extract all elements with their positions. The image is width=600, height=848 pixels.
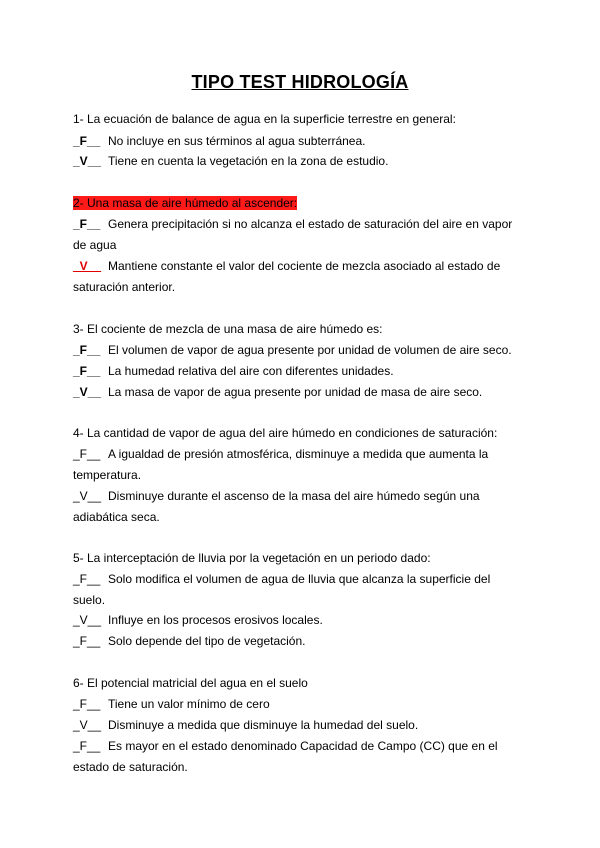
answer-row [73, 634, 306, 648]
question-5: 5- La interceptación de lluvia por la vegetación en un periodo dado: [73, 551, 431, 565]
answer-mark: _F__ [73, 217, 101, 231]
answer-mark: _F__ [73, 134, 101, 148]
answer-row [73, 134, 365, 148]
answer-text: Genera precipitación si no alcanza el estado de saturación del aire en vapor [108, 217, 513, 231]
answer-text: La masa de vapor de agua presente por unidad de masa de aire seco. [108, 385, 483, 399]
answer-mark: _V__ [73, 385, 102, 399]
answer-row [73, 364, 394, 378]
answer-text: Disminuye durante el ascenso de la masa del aire húmedo según una [108, 489, 480, 503]
answer-text: Mantiene constante el valor del cociente de mezcla asociado al estado de [108, 259, 501, 273]
answer-mark: _V__ [73, 613, 102, 627]
answer-text: A igualdad de presión atmosférica, disminuye a medida que aumenta la [108, 447, 489, 461]
answer-continuation: suelo. [73, 593, 106, 607]
answer-continuation: de agua [73, 238, 117, 252]
answer-mark: _F__ [73, 697, 101, 711]
question-2 [73, 196, 297, 210]
answer-text: Solo modifica el volumen de agua de lluvia que alcanza la superficie del [108, 572, 491, 586]
answer-continuation: adiabática seca. [73, 510, 160, 524]
answer-mark: _V__ [73, 154, 102, 168]
answer-row [73, 385, 482, 399]
answer-mark: _F__ [73, 739, 101, 753]
question-1: 1- La ecuación de balance de agua en la superficie terrestre en general: [73, 112, 456, 126]
answer-mark: _F__ [73, 634, 101, 648]
answer-mark: _F__ [73, 572, 101, 586]
question-6: 6- El potencial matricial del agua en el suelo [73, 676, 308, 690]
answer-text: No incluye en sus términos al agua subterránea. [108, 134, 366, 148]
answer-mark: _F__ [73, 364, 101, 378]
answer-row [73, 259, 500, 273]
answer-text: Disminuye a medida que disminuye la humedad del suelo. [108, 718, 419, 732]
answer-row [73, 489, 480, 503]
answer-text: Tiene en cuenta la vegetación en la zona de estudio. [108, 154, 389, 168]
answer-continuation: saturación anterior. [73, 280, 176, 294]
answer-continuation: estado de saturación. [73, 760, 188, 774]
answer-row [73, 718, 418, 732]
answer-text: El volumen de vapor de agua presente por unidad de volumen de aire seco. [108, 343, 512, 357]
answer-row [73, 613, 323, 627]
answer-text: Es mayor en el estado denominado Capacidad de Campo (CC) que en el [108, 739, 498, 753]
answer-row [73, 154, 388, 168]
page-title: TIPO TEST HIDROLOGÍA [191, 72, 409, 92]
answer-mark: _V__ [73, 489, 102, 503]
question-3: 3- El cociente de mezcla de una masa de aire húmedo es: [73, 322, 383, 336]
answer-text: La humedad relativa del aire con diferentes unidades. [108, 364, 394, 378]
answer-row [73, 217, 512, 231]
answer-mark-corrected: _V__ [73, 259, 102, 273]
answer-row [73, 697, 270, 711]
question-4: 4- La cantidad de vapor de agua del aire húmedo en condiciones de saturación: [73, 426, 498, 440]
highlighted-question-text: 2- Una masa de aire húmedo al ascender: [73, 196, 298, 210]
answer-mark: _F__ [73, 447, 101, 461]
answer-mark: _V__ [73, 718, 102, 732]
answer-row [73, 343, 512, 357]
answer-continuation: temperatura. [73, 468, 142, 482]
answer-text: Solo depende del tipo de vegetación. [108, 634, 306, 648]
answer-row [73, 447, 488, 461]
answer-text: Tiene un valor mínimo de cero [108, 697, 270, 711]
answer-mark: _F__ [73, 343, 101, 357]
answer-row [73, 739, 498, 753]
answer-text: Influye en los procesos erosivos locales. [108, 613, 323, 627]
answer-row [73, 572, 490, 586]
